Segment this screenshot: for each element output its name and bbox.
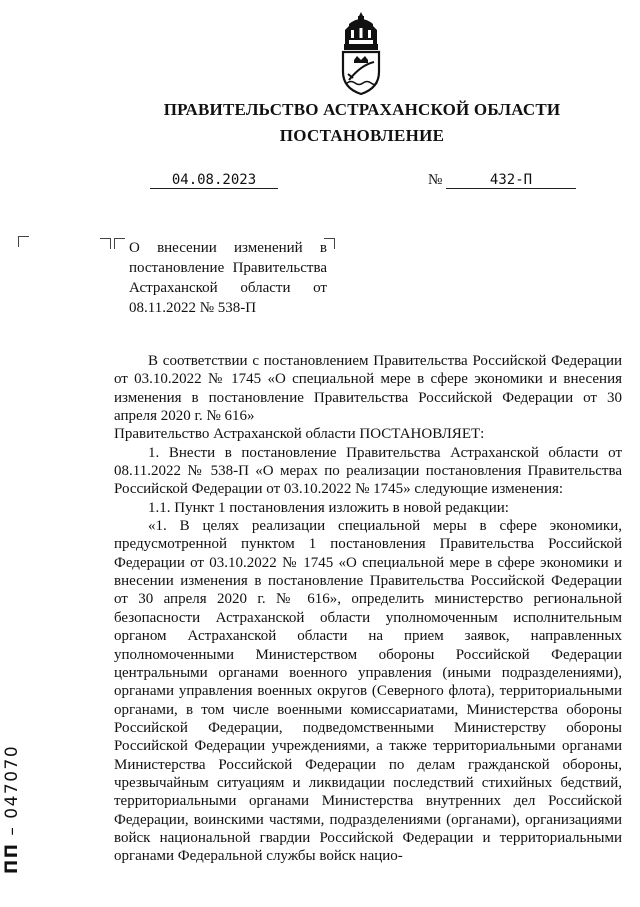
coat-of-arms-emblem [337,10,385,96]
margin-serial-value: 047070 [2,744,22,819]
margin-serial-number: ПП – 047070 [2,744,22,874]
document-type-title: ПОСТАНОВЛЕНИЕ [279,126,445,145]
margin-serial-prefix: ПП [2,842,22,874]
body-paragraph: «1. В целях реализации специальной меры в сфере экономики, предусмотренной пунктом 1 постановления Правительства Российской Федерации от 03.10.2022 № 1745 «О специальной мере в сфере экономики и внесении изменения в постановление Правительства Российской Федерации от 30 апреля 2020 г. № 616», определить министерство региональной безопасности Астраханской области уполномоченным исполнительным органом Астраханской области на прием заявок, направленных уполномоченными Министерством обороны Российской Федерации центральными органами военного управления (иными подразделениями), органами управления военных округов (Северного флота), территориальными органами, в том числе военными комиссариатами, Министерства обороны Российской Федерации, подведомственными Министерству обороны Российской Федерации учреждениями, а также территориальными органами Министерства Российской Федерации по делам гражданской обороны, чрезвычайным ситуациям и ликвидации последствий стихийных бедствий, территориальными органами Министерства внутренних дел Российской Федерации, воинскими частями, подразделениями (органами), организациями войск национальной гвардии Российской Федерации и территориальными органами Федеральной службы войск нацио- [114,518,622,865]
document-body [114,352,622,866]
document-number: 432-П [446,172,576,189]
body-paragraph: 1. Внести в постановление Правительства Астраханской области от 08.11.2022 № 538-П «О мерах по реализации постановления Правительства Российской Федерации от 03.10.2022 № 1745» следующие изменения: [114,444,622,498]
body-paragraph: 1.1. Пункт 1 постановления изложить в новой редакции: [148,499,509,516]
corner-mark [18,236,29,247]
corner-mark [114,238,125,249]
organization-title: ПРАВИТЕЛЬСТВО АСТРАХАНСКОЙ ОБЛАСТИ [163,100,561,119]
document-date: 04.08.2023 [150,172,278,189]
corner-mark [100,238,111,249]
body-paragraph: Правительство Астраханской области ПОСТАНОВЛЯЕТ: [114,426,485,443]
document-subject: О внесении изменений в постановление Правительства Астраханской области от 08.11.2022 № 538-П [129,240,327,316]
body-paragraph: В соответствии с постановлением Правительства Российской Федерации от 03.10.2022 № 1745 «О специальной мере в сфере экономики и внесения изменения в постановление Правительства Российской Федерации от 30 апреля 2020 г. № 616» [114,353,622,425]
document-number-label: № [428,172,443,188]
